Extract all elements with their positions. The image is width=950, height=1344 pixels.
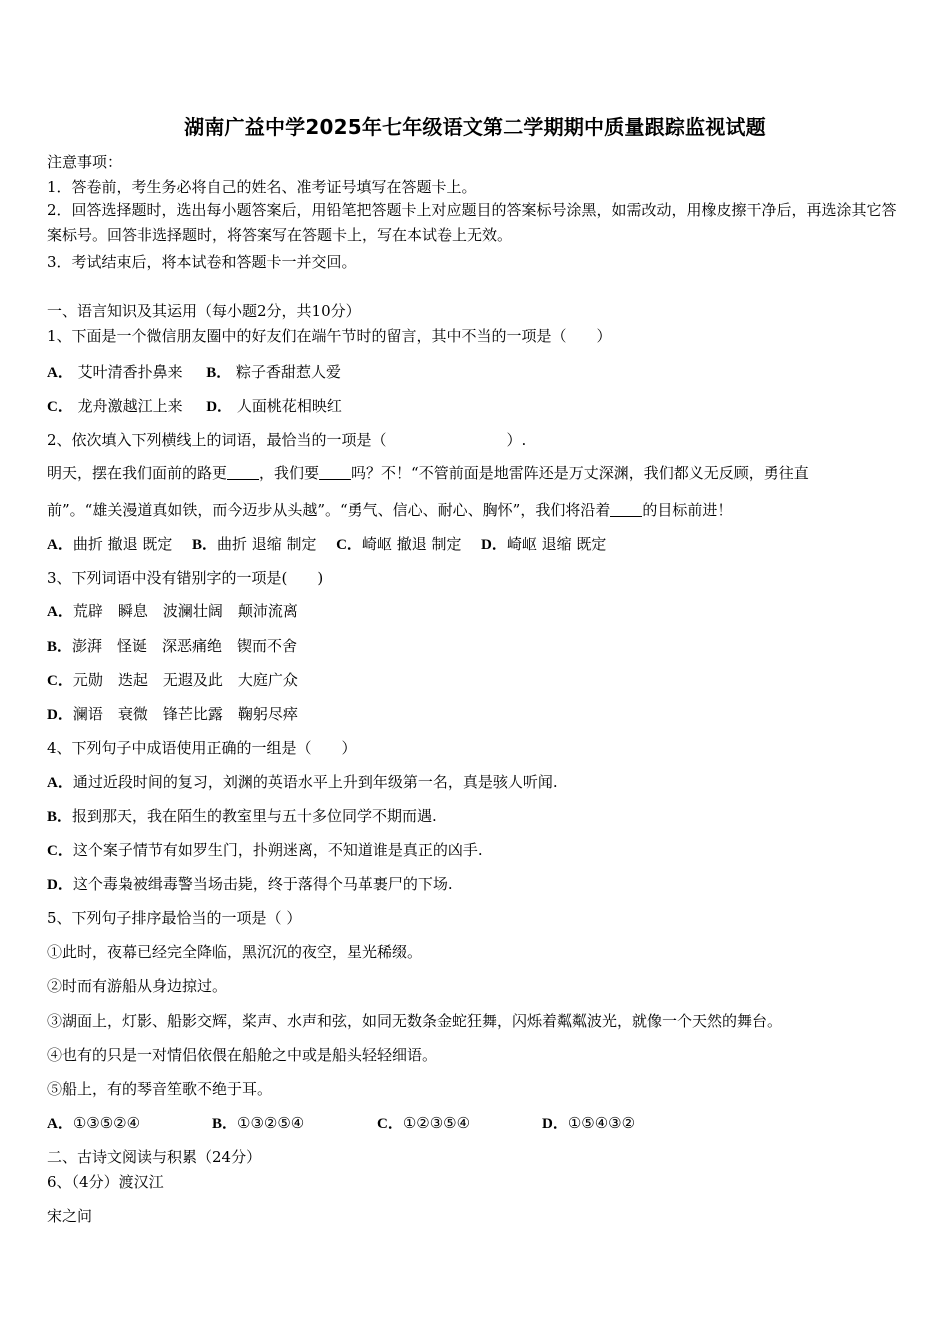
q3-stem: 3、下列词语中没有错别字的一项是( ) bbox=[47, 569, 324, 587]
q2-opt-c-letter: C． bbox=[336, 537, 362, 553]
q4-option bbox=[47, 840, 906, 861]
q5-opt-d bbox=[542, 1113, 635, 1134]
q3-option bbox=[47, 636, 906, 657]
q4-opt-letter: D． bbox=[47, 877, 73, 893]
q1-options-row2 bbox=[47, 396, 906, 417]
q4-opt-letter: C． bbox=[47, 843, 73, 859]
q2-opt-b: 曲折 退缩 制定 bbox=[216, 535, 317, 553]
q5-sentence: ②时而有游船从身边掠过。 bbox=[47, 977, 228, 995]
q5-opt-text: ①⑤④③② bbox=[567, 1114, 636, 1132]
q1-options-row1 bbox=[47, 362, 906, 383]
q3-opt-text: 荒辟 瞬息 波澜壮阔 颠沛流离 bbox=[72, 602, 298, 620]
q2-options bbox=[47, 534, 906, 555]
q2-opt-d: 崎岖 退缩 既定 bbox=[506, 535, 607, 553]
fill-blank bbox=[227, 465, 259, 480]
q5-opt-letter: D． bbox=[542, 1116, 568, 1132]
q2-opt-a: 曲折 撤退 既定 bbox=[72, 535, 173, 553]
q2-opt-a-letter: A． bbox=[47, 537, 73, 553]
q4-stem: 4、下列句子中成语使用正确的一组是（ ） bbox=[47, 739, 357, 757]
q6-author: 宋之问 bbox=[47, 1207, 93, 1225]
q1-opt-b-letter: B． bbox=[206, 365, 232, 381]
q3-opt-letter: D． bbox=[47, 707, 73, 723]
q3-opt-text: 澎湃 怪诞 深恶痛绝 锲而不舍 bbox=[72, 637, 298, 655]
q3-option bbox=[47, 670, 906, 691]
q4-opt-text: 这个毒枭被缉毒警当场击毙，终于落得个马革裹尸的下场. bbox=[72, 875, 453, 893]
q4-opt-text: 通过近段时间的复习，刘渊的英语水平上升到年级第一名，真是骇人听闻. bbox=[72, 773, 558, 791]
q2-passage-part: 前”。“雄关漫道真如铁，而今迈步从头越”。“勇气、信心、耐心、胸怀”，我们将沿着 bbox=[47, 501, 611, 519]
section1-heading: 一、语言知识及其运用（每小题2分，共10分） bbox=[47, 302, 361, 320]
q4-opt-letter: B． bbox=[47, 809, 73, 825]
q1-opt-a-letter: A． bbox=[47, 365, 73, 381]
fill-blank bbox=[610, 502, 642, 517]
q5-sentence: ④也有的只是一对情侣依偎在船舱之中或是船头轻轻细语。 bbox=[47, 1046, 438, 1064]
q2-passage-part: 吗？不！“不管前面是地雷阵还是万丈深渊，我们都义无反顾，勇往直 bbox=[351, 464, 809, 482]
q4-option bbox=[47, 874, 906, 895]
q4-option bbox=[47, 772, 906, 793]
q3-option bbox=[47, 601, 906, 622]
q2-stem: 2、依次填入下列横线上的词语，最恰当的一项是（ ）. bbox=[47, 431, 527, 449]
q5-opt-letter: B． bbox=[212, 1116, 238, 1132]
q5-opt-text: ①③⑤②④ bbox=[72, 1114, 141, 1132]
q3-opt-letter: B． bbox=[47, 639, 73, 655]
q1-opt-d-letter: D． bbox=[206, 399, 233, 415]
q2-opt-c: 崎岖 撤退 制定 bbox=[361, 535, 462, 553]
q4-opt-text: 这个案子情节有如罗生门，扑朔迷离，不知道谁是真正的凶手. bbox=[72, 841, 483, 859]
q2-passage-part: ，我们要 bbox=[259, 464, 320, 482]
q5-opt-a bbox=[47, 1113, 140, 1134]
q1-opt-a: 艾叶清香扑鼻来 bbox=[77, 363, 183, 381]
q3-option bbox=[47, 704, 906, 725]
q1-opt-d: 人面桃花相映红 bbox=[236, 397, 342, 415]
q1-opt-c-letter: C． bbox=[47, 399, 73, 415]
q2-passage-part: 的目标前进！ bbox=[642, 501, 733, 519]
q2-opt-d-letter: D． bbox=[481, 537, 507, 553]
q1-opt-c: 龙舟激越江上来 bbox=[77, 397, 183, 415]
notice-item-1: 1．答卷前，考生务必将自己的姓名、准考证号填写在答题卡上。 bbox=[47, 178, 477, 196]
q2-passage-line2 bbox=[47, 500, 906, 520]
q4-opt-letter: A． bbox=[47, 775, 73, 791]
q5-opt-text: ①③②⑤④ bbox=[237, 1114, 305, 1132]
q5-stem: 5、下列句子排序最恰当的一项是（ ） bbox=[47, 909, 302, 927]
notice-item-3: 3．考试结束后，将本试卷和答题卡一并交回。 bbox=[47, 253, 357, 271]
q6-title: 6、（4分）渡汉江 bbox=[47, 1173, 164, 1191]
q5-opt-c bbox=[377, 1113, 470, 1134]
notice-item-2: 2．回答选择题时，选出每小题答案后，用铅笔把答题卡上对应题目的答案标号涂黑，如需改动，用橡皮擦干净后，再选涂其它答案标号。回答非选择题时，将答案写在答题卡上，写在本试卷上无效。 bbox=[47, 201, 897, 244]
fill-blank bbox=[319, 465, 351, 480]
q3-opt-text: 澜语 衰微 锋芒比露 鞠躬尽瘁 bbox=[72, 705, 298, 723]
q5-opt-text: ①②③⑤④ bbox=[402, 1114, 471, 1132]
q5-sentence: ③湖面上，灯影、船影交辉，桨声、水声和弦，如同无数条金蛇狂舞，闪烁着粼粼波光，就像一个天然的舞台。 bbox=[47, 1012, 783, 1030]
q5-sentence: ①此时，夜幕已经完全降临，黑沉沉的夜空，星光稀缀。 bbox=[47, 943, 423, 961]
q5-opt-letter: C． bbox=[377, 1116, 403, 1132]
q5-opt-letter: A． bbox=[47, 1116, 73, 1132]
q4-opt-text: 报到那天，我在陌生的教室里与五十多位同学不期而遇. bbox=[72, 807, 437, 825]
q4-option bbox=[47, 806, 906, 827]
q3-opt-letter: C． bbox=[47, 673, 73, 689]
section2-heading: 二、古诗文阅读与积累（24分） bbox=[47, 1148, 262, 1166]
q1-opt-b: 粽子香甜惹人爱 bbox=[236, 363, 342, 381]
q2-passage-line1 bbox=[47, 463, 906, 483]
page-title: 湖南广益中学2025年七年级语文第二学期期中质量跟踪监视试题 bbox=[184, 115, 766, 139]
q1-stem: 1、下面是一个微信朋友圈中的好友们在端午节时的留言，其中不当的一项是（ ） bbox=[47, 327, 612, 345]
notice-heading: 注意事项： bbox=[47, 153, 123, 171]
q3-opt-letter: A． bbox=[47, 604, 73, 620]
q5-sentence: ⑤船上，有的琴音笙歌不绝于耳。 bbox=[47, 1080, 273, 1098]
q3-opt-text: 元勋 迭起 无遐及此 大庭广众 bbox=[72, 671, 298, 689]
q2-passage-part: 明天，摆在我们面前的路更 bbox=[47, 464, 228, 482]
q2-opt-b-letter: B． bbox=[191, 537, 217, 553]
q5-opt-b bbox=[212, 1113, 304, 1134]
